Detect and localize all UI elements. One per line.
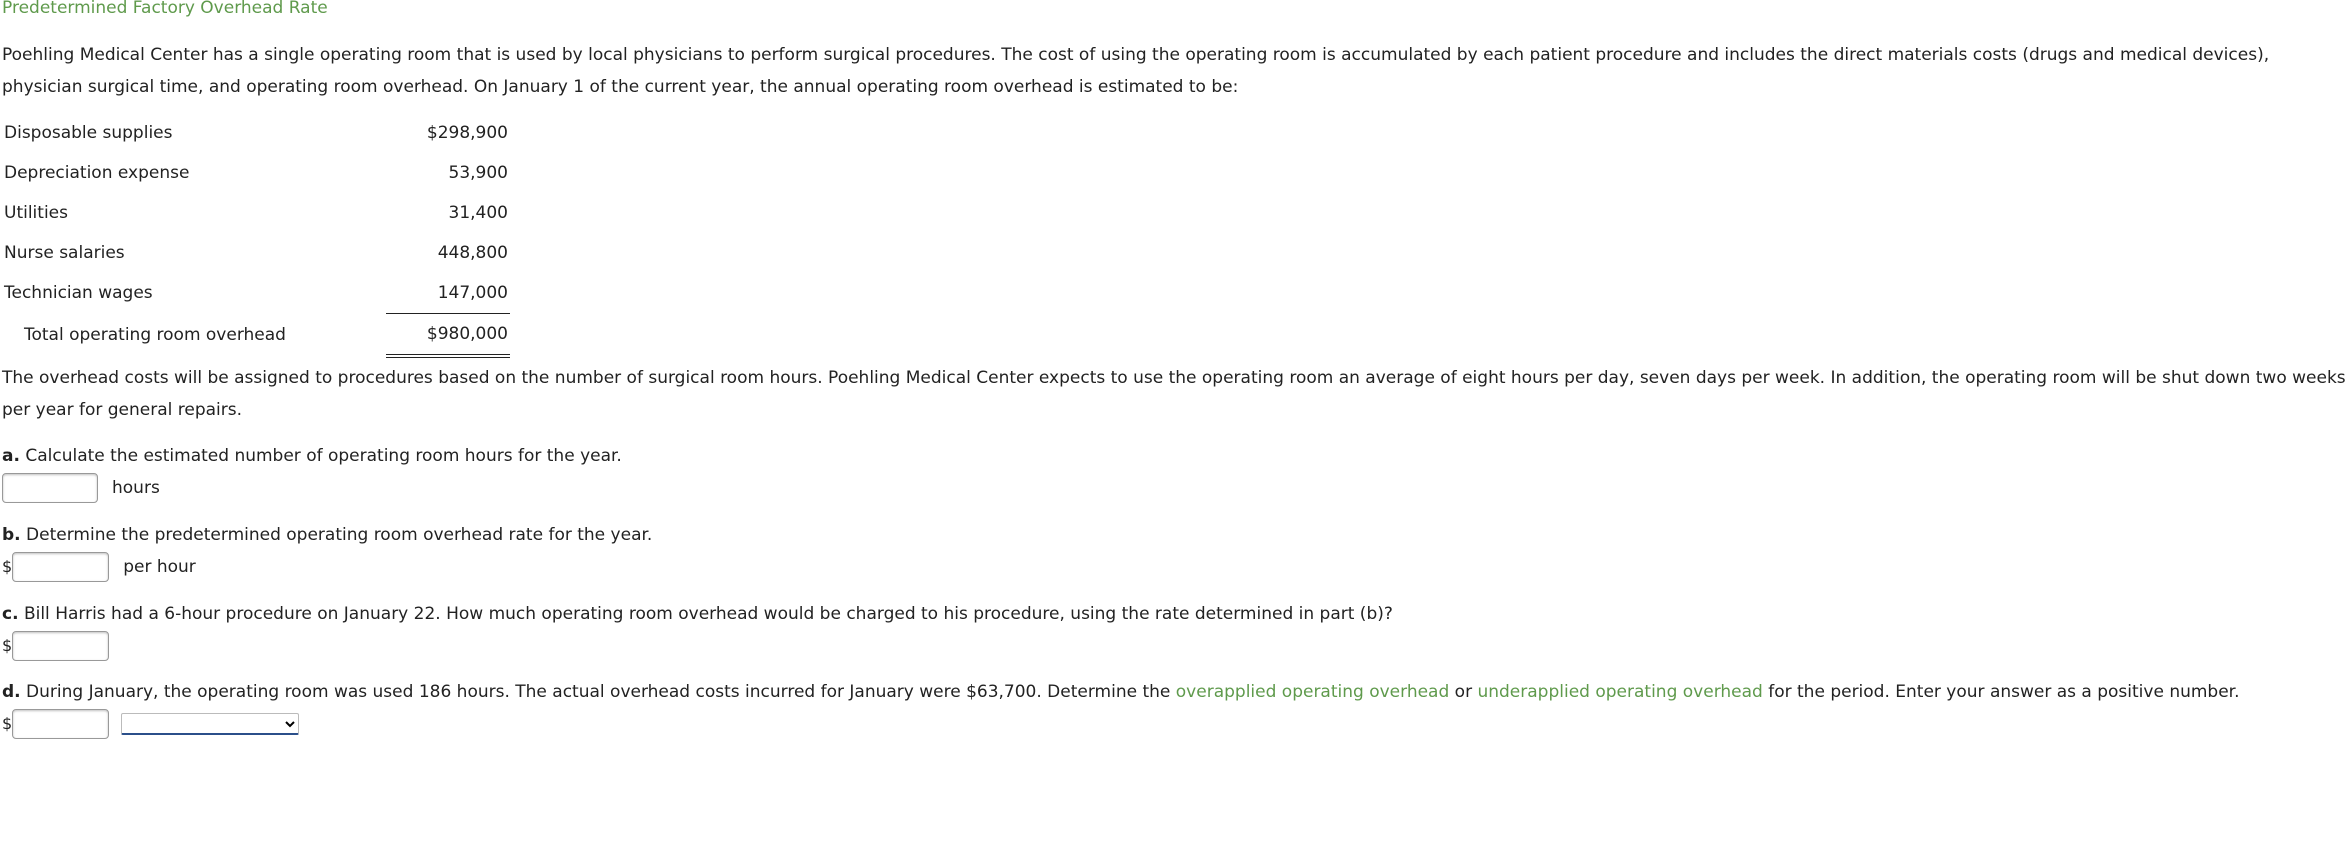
overapplied-link[interactable]: overapplied operating overhead bbox=[1175, 682, 1450, 702]
table-row bbox=[4, 273, 510, 314]
hours-input[interactable] bbox=[2, 473, 98, 503]
question-text: Determine the predetermined operating room overhead rate for the year. bbox=[26, 525, 653, 545]
cost-label: Technician wages bbox=[4, 283, 153, 304]
table-row bbox=[4, 113, 510, 153]
question-a bbox=[2, 446, 622, 466]
question-b bbox=[2, 525, 652, 545]
dollar-sign: $ bbox=[2, 557, 13, 576]
cost-label: Utilities bbox=[4, 203, 68, 223]
dollar-sign: $ bbox=[2, 714, 13, 733]
cost-amount: 448,800 bbox=[437, 243, 508, 263]
answer-row-c bbox=[2, 631, 109, 661]
unit-label: hours bbox=[112, 478, 160, 498]
intro-paragraph: Poehling Medical Center has a single operating room that is used by local physicians to perform surgical procedures. The cost of using the operating room is accumulated by each patient procedure and includes the direct materials costs (drugs and medical devices), physician surgical time, and operating room overhead. On January 1 of the current year, the annual operating room overhead is estimated to be: bbox=[2, 45, 2270, 97]
question-c bbox=[2, 604, 1393, 624]
question-letter: d. bbox=[2, 682, 21, 702]
assignment-paragraph: The overhead costs will be assigned to procedures based on the number of surgical room hours. Poehling Medical Center expects to use the operating room an average of eight hours per day, seven days per week. In addition, the operating room will be shut down two weeks per year for general repairs. bbox=[2, 368, 2346, 420]
total-row bbox=[4, 314, 510, 357]
cost-label: Nurse salaries bbox=[4, 243, 125, 263]
question-text: Bill Harris had a 6-hour procedure on January 22. How much operating room overhead would be charged to his procedure, using the rate determined in part (b)? bbox=[23, 604, 1393, 624]
question-text: for the period. Enter your answer as a positive number. bbox=[1762, 682, 2240, 702]
question-d bbox=[2, 682, 2240, 702]
question-text: or bbox=[1449, 682, 1478, 702]
cost-amount: 31,400 bbox=[448, 203, 508, 223]
question-letter: c. bbox=[2, 604, 19, 624]
overhead-charge-input[interactable] bbox=[12, 631, 109, 661]
page-title: Predetermined Factory Overhead Rate bbox=[2, 0, 328, 18]
overhead-cost-table bbox=[4, 113, 510, 358]
question-text: During January, the operating room was used 186 hours. The actual overhead costs incurred for January were $63,700. Determine the bbox=[26, 682, 1176, 702]
rate-input[interactable] bbox=[12, 552, 109, 582]
over-under-dropdown[interactable] bbox=[121, 713, 299, 735]
answer-row-d bbox=[2, 709, 299, 739]
total-amount: $980,000 bbox=[386, 314, 510, 357]
dollar-sign: $ bbox=[2, 636, 13, 655]
answer-row-b bbox=[2, 552, 196, 582]
cost-amount: $298,900 bbox=[426, 123, 508, 143]
table-row bbox=[4, 193, 510, 233]
table-row bbox=[4, 153, 510, 193]
cost-amount: 53,900 bbox=[448, 163, 508, 183]
variance-input[interactable] bbox=[12, 709, 109, 739]
unit-label: per hour bbox=[123, 557, 196, 577]
underapplied-link[interactable]: underapplied operating overhead bbox=[1477, 682, 1763, 702]
answer-row-a bbox=[2, 473, 160, 503]
question-text: Calculate the estimated number of operating room hours for the year. bbox=[25, 446, 622, 466]
table-row bbox=[4, 233, 510, 273]
cost-label: Disposable supplies bbox=[4, 123, 173, 143]
question-letter: b. bbox=[2, 525, 21, 545]
total-label: Total operating room overhead bbox=[24, 324, 286, 345]
cost-label: Depreciation expense bbox=[4, 163, 190, 183]
question-letter: a. bbox=[2, 446, 20, 466]
cost-amount: 147,000 bbox=[386, 273, 510, 314]
